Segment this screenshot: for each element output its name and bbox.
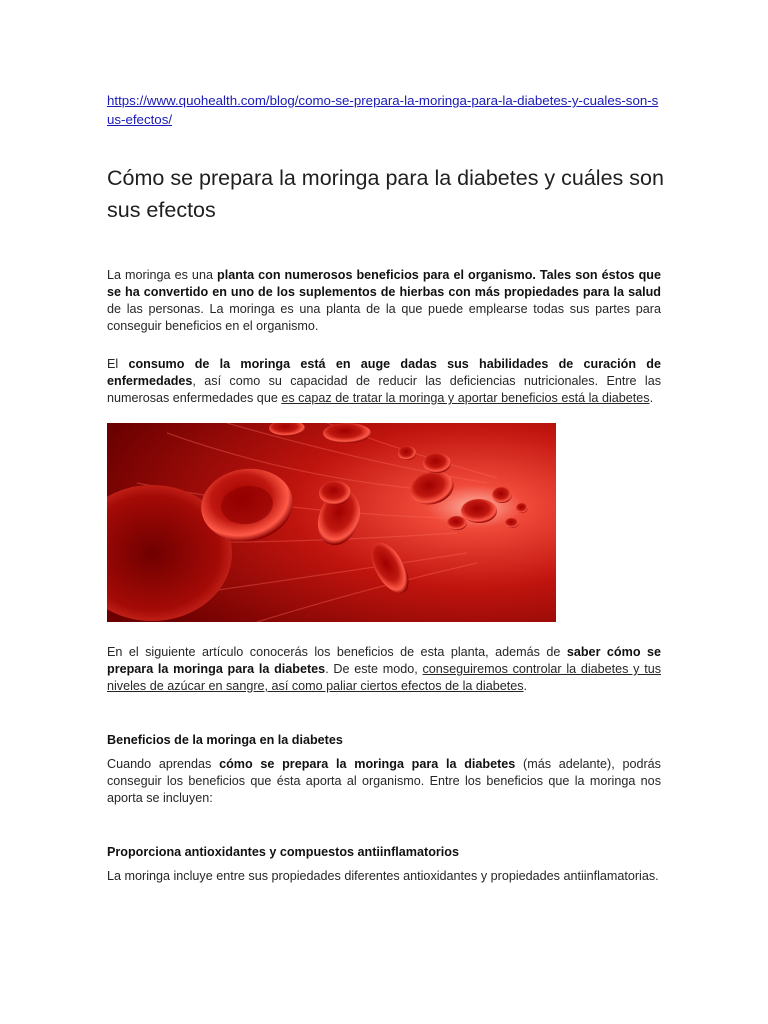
text-run: Cuando aprendas	[107, 757, 220, 771]
section-heading-antioxidants: Proporciona antioxidantes y compuestos antiinflamatorios	[107, 845, 459, 859]
paragraph-article-overview	[107, 644, 661, 695]
text-run: La moringa es una	[107, 268, 217, 282]
text-run: El	[107, 357, 129, 371]
bold-run: planta con numerosos beneficios para el organismo. Tales son éstos que se ha convertido en uno de los suplementos de hierbas con más propiedades para la salud	[107, 268, 661, 299]
article-title: Cómo se prepara la moringa para la diabetes y cuáles son sus efectos	[107, 166, 664, 222]
section-heading-benefits: Beneficios de la moringa en la diabetes	[107, 733, 343, 747]
text-run: En el siguiente artículo conocerás los beneficios de esta planta, además de	[107, 645, 567, 659]
paragraph-benefits	[107, 756, 661, 807]
text-run: de las personas. La moringa es una planta de la que puede emplearse todas sus partes para conseguir beneficios en el organismo.	[107, 302, 661, 333]
underlined-run: conseguiremos controlar la diabetes y tus niveles de azúcar en sangre, así como paliar ciertos efectos de la diabetes	[107, 662, 661, 693]
source-url-link[interactable]: https://www.quohealth.com/blog/como-se-prepara-la-moringa-para-la-diabetes-y-cuales-son-sus-efectos/	[107, 93, 659, 127]
bold-run: cómo se prepara la moringa para la diabetes	[219, 757, 516, 771]
bold-run: saber cómo se prepara la moringa para la diabetes	[107, 645, 661, 676]
text-run: .	[523, 679, 528, 693]
paragraph-consumption	[107, 356, 661, 407]
paragraph-intro	[107, 267, 661, 335]
text-run: La moringa incluye entre sus propiedades diferentes antioxidantes y propiedades antiinflamatorias.	[107, 869, 659, 883]
text-run: , así como su capacidad de reducir las deficiencias nutricionales. Entre las numerosas enfermedades que	[107, 374, 661, 405]
blood-cells-image	[107, 423, 556, 622]
text-run: . De este modo,	[325, 662, 423, 676]
underlined-run: es capaz de tratar la moringa y aportar beneficios está la diabetes	[281, 391, 650, 405]
paragraph-antioxidants	[107, 868, 661, 885]
text-run: .	[649, 391, 654, 405]
text-run: (más adelante), podrás conseguir los beneficios que ésta aporta al organismo. Entre los beneficios que la moringa nos aporta se incluyen:	[107, 757, 661, 805]
bold-run: consumo de la moringa está en auge dadas sus habilidades de curación de enfermedades	[107, 357, 661, 388]
